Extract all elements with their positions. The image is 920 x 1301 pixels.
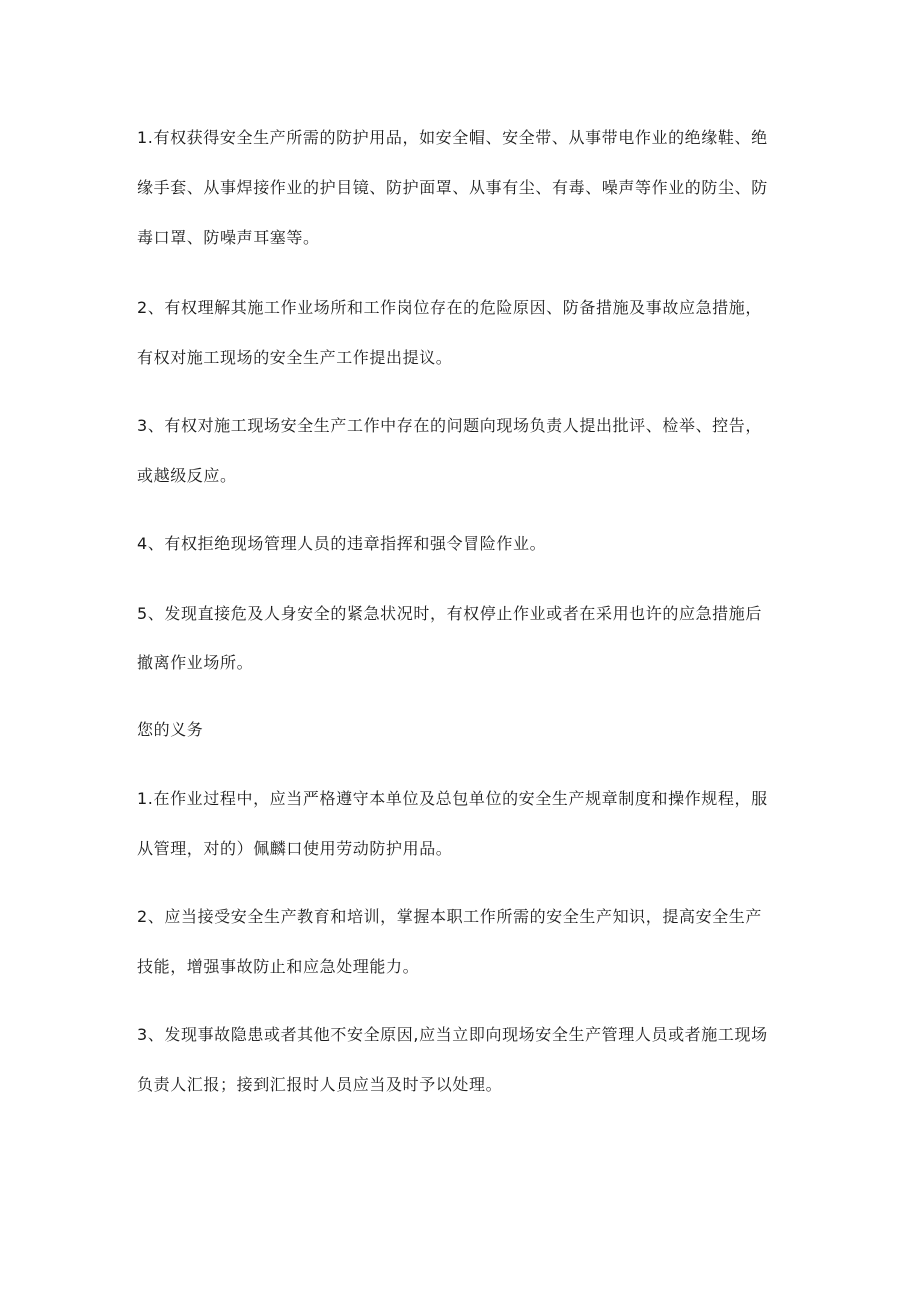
rights-item-3-line-1: 3、有权对施工现场安全生产工作中存在的问题向现场负责人提出批评、检举、控告， <box>137 416 762 435</box>
obligations-heading: 您的义务 <box>137 720 204 739</box>
rights-item-2-line-2: 有权对施工现场的安全生产工作提出提议。 <box>137 348 453 367</box>
rights-item-1-line-2: 缘手套、从事焊接作业的护目镜、防护面罩、从事有尘、有毒、噪声等作业的防尘、防 <box>137 178 768 197</box>
obligations-item-1-line-2: 从管理，对的）佩麟口使用劳动防护用品。 <box>137 839 453 858</box>
rights-item-3-line-2: 或越级反应。 <box>137 466 237 485</box>
rights-item-5-line-2: 撤离作业场所。 <box>137 653 254 672</box>
rights-item-2-line-1: 2、有权理解其施工作业场所和工作岗位存在的危险原因、防备措施及事故应急措施， <box>137 298 762 317</box>
obligations-item-3-line-2: 负责人汇报；接到汇报时人员应当及时予以处理。 <box>137 1075 503 1094</box>
rights-item-5-line-1: 5、发现直接危及人身安全的紧急状况时，有权停止作业或者在采用也许的应急措施后 <box>137 604 762 623</box>
rights-item-1-line-1: 1.有权获得安全生产所需的防护用品，如安全帽、安全带、从事带电作业的绝缘鞋、绝 <box>137 128 768 147</box>
obligations-item-2-line-1: 2、应当接受安全生产教育和培训，掌握本职工作所需的安全生产知识，提高安全生产 <box>137 907 762 926</box>
rights-item-4-line-1: 4、有权拒绝现场管理人员的违章指挥和强令冒险作业。 <box>137 534 547 553</box>
rights-item-1-line-3: 毒口罩、防噪声耳塞等。 <box>137 228 320 247</box>
obligations-item-1-line-1: 1.在作业过程中，应当严格遵守本单位及总包单位的安全生产规章制度和操作规程，服 <box>137 789 768 808</box>
obligations-item-3-line-1: 3、发现事故隐患或者其他不安全原因,应当立即向现场安全生产管理人员或者施工现场 <box>137 1025 768 1044</box>
obligations-item-2-line-2: 技能，增强事故防止和应急处理能力。 <box>137 957 420 976</box>
